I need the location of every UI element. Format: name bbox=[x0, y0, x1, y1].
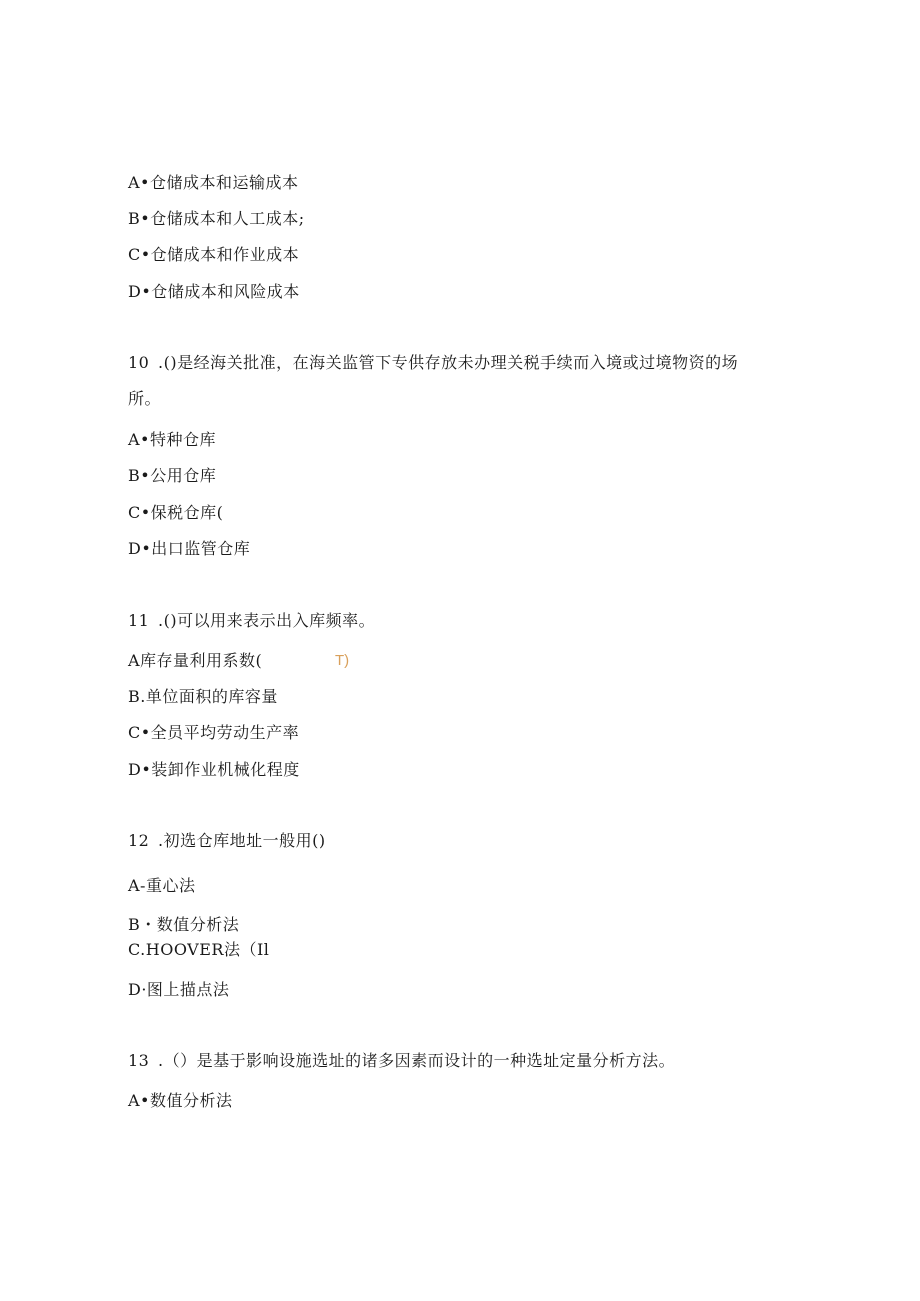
handwritten-annotation: T) bbox=[335, 652, 350, 669]
option-q12-d: D·图上描点法 bbox=[128, 980, 230, 999]
question-11 bbox=[128, 611, 375, 631]
option-q12-a: A-重心法 bbox=[128, 876, 196, 895]
option-q11-c: C•全员平均劳动生产率 bbox=[128, 723, 300, 742]
question-number: 10 bbox=[128, 353, 150, 372]
question-text: .（）是基于影响设施选址的诸多因素而设计的一种选址定量分析方法。 bbox=[158, 1051, 676, 1070]
option-q10-b: B•公用仓库 bbox=[128, 466, 217, 485]
option-q12-c: C.HOOVER法（Il bbox=[128, 940, 270, 959]
question-text: .()是经海关批准，在海关监管下专供存放未办理关税手续而入境或过境物资的场 bbox=[158, 353, 739, 372]
question-10-continuation: 所。 bbox=[128, 389, 162, 408]
option-q13-a: A•数值分析法 bbox=[128, 1091, 233, 1110]
option-q11-d: D•装卸作业机械化程度 bbox=[128, 760, 300, 779]
option-q9-c: C•仓储成本和作业成本 bbox=[128, 245, 300, 264]
question-text: .()可以用来表示出入库频率。 bbox=[158, 611, 376, 630]
option-q9-d: D•仓储成本和风险成本 bbox=[128, 282, 300, 301]
option-q10-d: D•出口监管仓库 bbox=[128, 539, 251, 558]
question-text: .初选仓库地址一般用() bbox=[158, 831, 326, 850]
question-12 bbox=[128, 831, 326, 851]
option-q11-b: B.单位面积的库容量 bbox=[128, 687, 278, 706]
option-q10-a: A•特种仓库 bbox=[128, 430, 216, 449]
question-number: 11 bbox=[128, 611, 150, 630]
option-q9-b: B•仓储成本和人工成本; bbox=[128, 209, 305, 228]
option-q9-a: A•仓储成本和运输成本 bbox=[128, 173, 299, 192]
question-number: 13 bbox=[128, 1051, 150, 1070]
option-q11-a: A库存量利用系数( bbox=[128, 651, 263, 670]
question-13 bbox=[128, 1051, 675, 1071]
question-10 bbox=[128, 353, 738, 373]
question-number: 12 bbox=[128, 831, 150, 850]
option-q10-c: C•保税仓库( bbox=[128, 503, 224, 522]
option-q12-b: B・数值分析法 bbox=[128, 915, 240, 934]
